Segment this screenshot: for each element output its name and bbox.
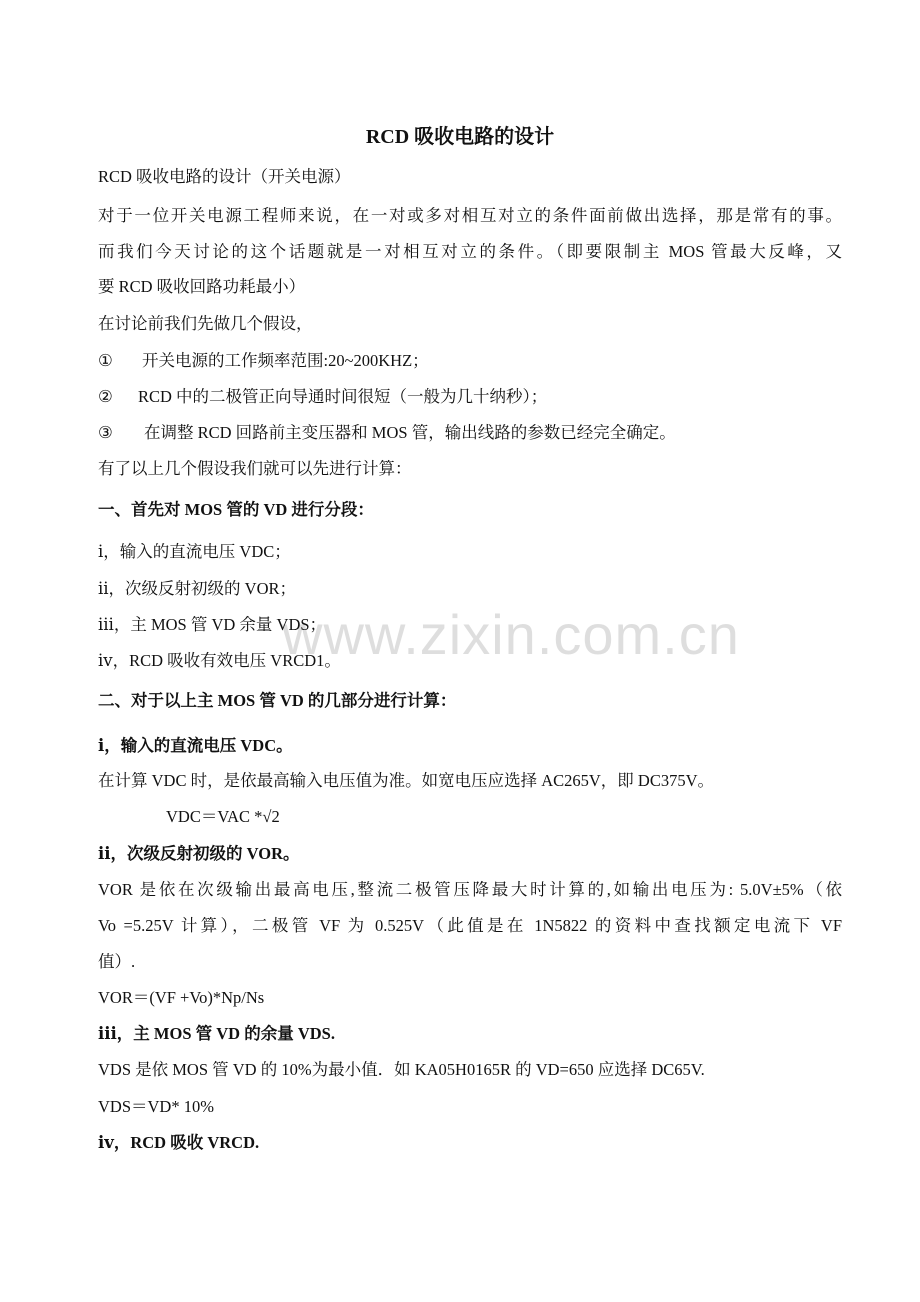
intro-paragraph-line-2: 而我们今天讨论的这个话题就是一对相互对立的条件。（即要限制主 MOS 管最大反峰，又 bbox=[98, 242, 842, 261]
calculation-intro: 有了以上几个假设我们就可以先进行计算： bbox=[98, 459, 412, 478]
subsection-iii-heading: ⅲ，主 MOS 管 VD 的余量 VDS. bbox=[98, 1024, 335, 1043]
assumption-item-2 bbox=[98, 386, 842, 408]
assumption-text: 开关电源的工作频率范围:20~200KHZ； bbox=[142, 351, 429, 370]
watermark: www.zixin.com.cn bbox=[282, 603, 740, 666]
assumption-item-1 bbox=[98, 350, 842, 372]
assumption-marker: ③ bbox=[98, 423, 113, 442]
assumption-item-3 bbox=[98, 422, 842, 444]
section-1-item-2: ⅱ，次级反射初级的 VOR； bbox=[98, 579, 297, 598]
section-1-item-3: ⅲ，主 MOS 管 VD 余量 VDS； bbox=[98, 615, 327, 634]
subsection-iv-heading: ⅳ，RCD 吸收 VRCD. bbox=[98, 1133, 260, 1152]
formula-vdc: VDC＝VAC *√2 bbox=[166, 807, 280, 826]
assumption-text: RCD 中的二极管正向导通时间很短（一般为几十纳秒）； bbox=[138, 387, 548, 406]
section-1-heading: 一、首先对 MOS 管的 VD 进行分段： bbox=[98, 500, 374, 519]
assumption-intro: 在讨论前我们先做几个假设， bbox=[98, 314, 313, 333]
subsection-ii-line-1: VOR 是依在次级输出最高电压,整流二极管压降最大时计算的,如输出电压为: 5.0V±5%（依 bbox=[98, 880, 842, 899]
subsection-ii-heading: ⅱ，次级反射初级的 VOR。 bbox=[98, 844, 300, 863]
intro-paragraph-line-1: 对于一位开关电源工程师来说，在一对或多对相互对立的条件面前做出选择，那是常有的事。 bbox=[98, 206, 842, 225]
subsection-ii-line-2: Vo =5.25V 计算），二极管 VF 为 0.525V（此值是在 1N5822 的资料中查找额定电流下 VF bbox=[98, 916, 842, 935]
page-title: RCD 吸收电路的设计 bbox=[365, 126, 555, 148]
section-1-item-1: ⅰ，输入的直流电压 VDC； bbox=[98, 542, 291, 561]
section-2-heading: 二、对于以上主 MOS 管 VD 的几部分进行计算： bbox=[98, 691, 457, 710]
section-1-item-4: ⅳ，RCD 吸收有效电压 VRCD1。 bbox=[98, 651, 341, 670]
assumption-text: 在调整 RCD 回路前主变压器和 MOS 管，输出线路的参数已经完全确定。 bbox=[144, 423, 676, 442]
subsection-ii-line-3: 值）. bbox=[98, 952, 136, 971]
formula-vor: VOR＝(VF +Vo)*Np/Ns bbox=[98, 988, 265, 1007]
intro-paragraph-line-3: 要 RCD 吸收回路功耗最小） bbox=[98, 277, 306, 296]
subtitle-line: RCD 吸收电路的设计（开关电源） bbox=[98, 167, 351, 186]
subsection-i-text: 在计算 VDC 时，是依最高输入电压值为准。如宽电压应选择 AC265V，即 DC375V。 bbox=[98, 771, 715, 790]
subsection-iii-text: VDS 是依 MOS 管 VD 的 10%为最小值．如 KA05H0165R 的 VD=650 应选择 DC65V. bbox=[98, 1060, 705, 1079]
assumption-marker: ② bbox=[98, 387, 113, 406]
assumption-marker: ① bbox=[98, 351, 113, 370]
formula-vds: VDS＝VD* 10% bbox=[98, 1097, 214, 1116]
subsection-i-heading: ⅰ，输入的直流电压 VDC。 bbox=[98, 736, 293, 755]
